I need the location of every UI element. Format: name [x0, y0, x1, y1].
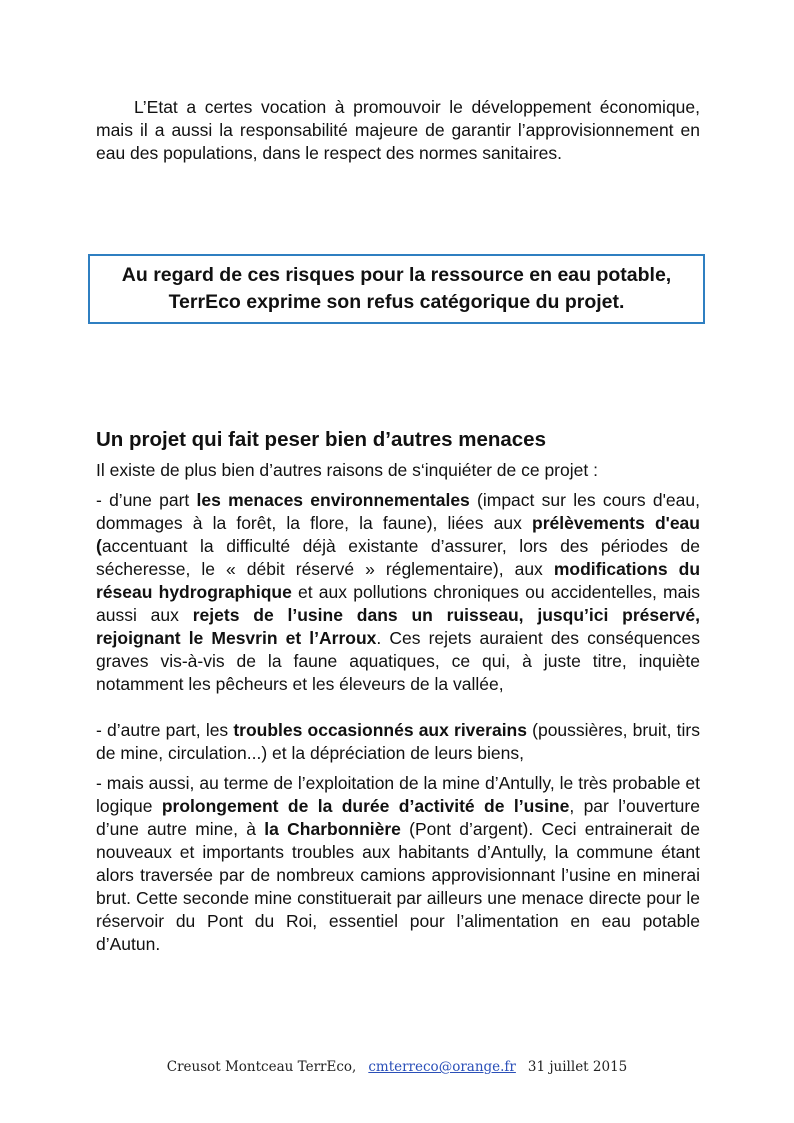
bold-run: prolongement de la durée d’activité de l’usine: [161, 796, 570, 816]
lead-paragraph: Il existe de plus bien d’autres raisons de s‘inquiéter de ce projet :: [96, 460, 598, 480]
intro-paragraph: L’Etat a certes vocation à promouvoir le développement économique, mais il a aussi la responsabilité majeure de garantir l’approvisionnement en eau des populations, dans le respect des normes sanitaires.: [96, 97, 700, 163]
bold-run: la Charbonnière: [264, 819, 401, 839]
bullet-second-mine: [96, 772, 700, 956]
bold-run: modifications du réseau hydrographique: [96, 559, 701, 602]
bold-run: les menaces environnementales: [196, 490, 470, 510]
text-run: . Ces rejets auraient des conséquences graves vis-à-vis de la faune aquatiques, ce qui, à juste titre, inquiète notamment les pêcheurs et les éleveurs de la vallée,: [96, 628, 701, 694]
text-run: (impact sur les cours d'eau, dommages à la forêt, la flore, la faune), liées aux: [96, 490, 700, 533]
text-run: , par l’ouverture d’une autre mine, à: [96, 796, 700, 839]
bullet-residents: [96, 719, 700, 765]
bold-run: rejets de l’usine dans un ruisseau, jusqu’ici préservé, rejoignant le Mesvrin et l’Arroux: [96, 605, 700, 648]
text-run: - mais aussi, au terme de l’exploitation de la mine d’Antully, le très probable et logique: [96, 773, 700, 816]
text-run: (poussières, bruit, tirs de mine, circulation...) et la dépréciation de leurs biens,: [96, 720, 700, 763]
text-run: accentuant la difficulté déjà existante d’assurer, lors des périodes de sécheresse, le « débit réservé » réglementaire), aux: [96, 536, 700, 579]
bold-run: prélèvements d'eau (: [96, 513, 700, 556]
text-run: - d’une part: [96, 490, 197, 510]
text-run: et aux pollutions chroniques ou accidentelles, mais aussi aux: [96, 582, 700, 625]
bullet-environment: [96, 489, 700, 696]
callout-text: Au regard de ces risques pour la ressource en eau potable, TerrEco exprime son refus catégorique du projet.: [121, 264, 672, 313]
footer-email-link[interactable]: cmterreco@orange.fr: [368, 1059, 516, 1075]
page-footer: [0, 1059, 794, 1075]
footer-org: Creusot Montceau TerrEco,: [166, 1059, 357, 1075]
footer-date: 31 juillet 2015: [527, 1059, 628, 1075]
section-heading: Un projet qui fait peser bien d’autres menaces: [96, 428, 546, 451]
text-run: (Pont d’argent). Ceci entrainerait de nouveaux et importants troubles aux habitants d’Antully, la commune étant alors traversée par de nombreux camions approvisionnant l’usine en minerai brut. Cette seconde mine constituerait par ailleurs une menace directe pour le réservoir du Pont du Roi, essentiel pour l’alimentation en eau potable d’Autun.: [96, 819, 700, 954]
callout-box: [88, 254, 705, 324]
text-run: - d’autre part, les: [96, 720, 234, 740]
bold-run: troubles occasionnés aux riverains: [233, 720, 527, 740]
